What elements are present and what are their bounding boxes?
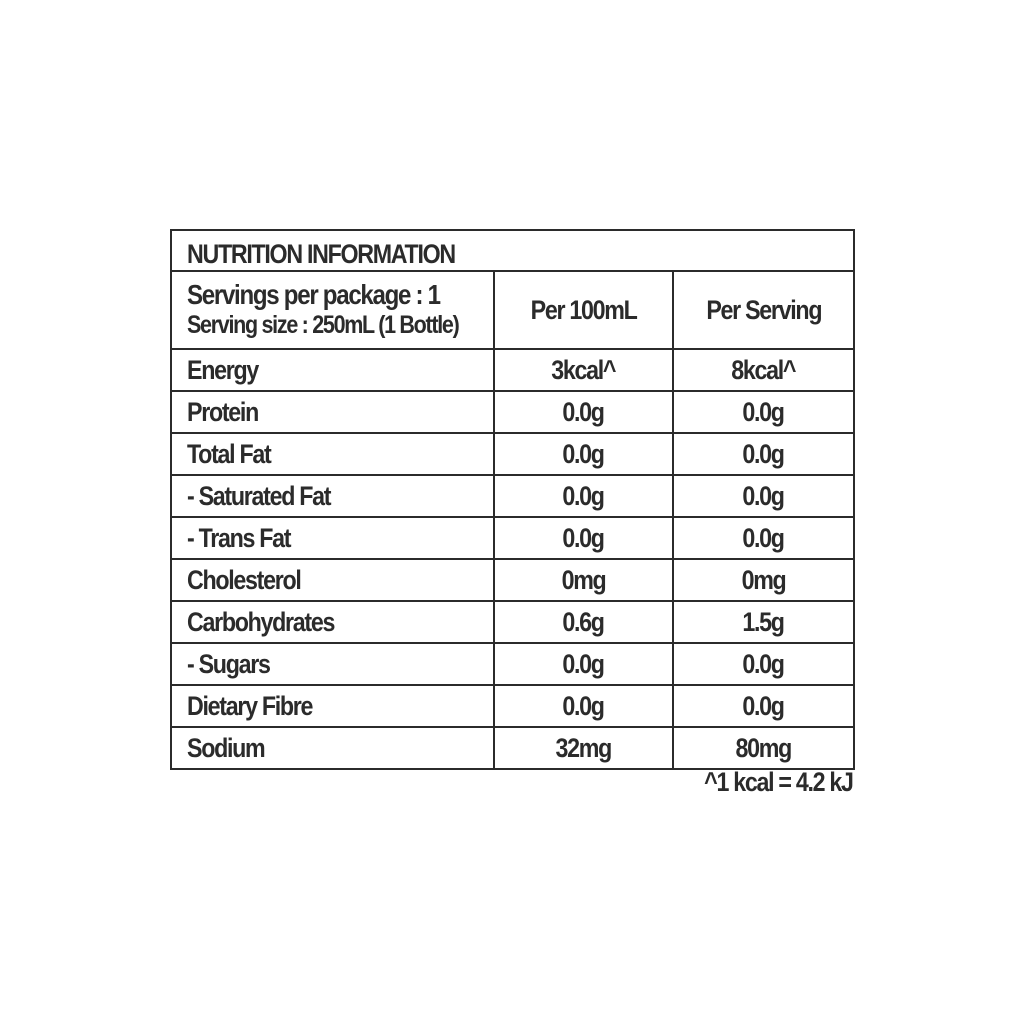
column-header-per-100ml: Per 100mL — [494, 271, 673, 349]
table-row — [171, 517, 854, 559]
column-header-per-serving: Per Serving — [673, 271, 854, 349]
value-per-100ml: 3kcal^ — [494, 349, 673, 391]
value-per-100ml: 0.6g — [494, 601, 673, 643]
nutrient-label: Energy — [171, 349, 494, 391]
serving-info — [171, 271, 494, 349]
value-per-100ml: 32mg — [494, 727, 673, 769]
nutrient-rows — [171, 349, 854, 769]
serving-size: Serving size : 250mL (1 Bottle) — [187, 311, 459, 339]
nutrient-label: Protein — [171, 391, 494, 433]
nutrient-label: - Sugars — [171, 643, 494, 685]
nutrient-label: Dietary Fibre — [171, 685, 494, 727]
table-row — [171, 433, 854, 475]
nutrient-label: - Trans Fat — [171, 517, 494, 559]
nutrient-label: Sodium — [171, 727, 494, 769]
value-per-serving: 0.0g — [673, 517, 854, 559]
value-per-100ml: 0.0g — [494, 685, 673, 727]
value-per-100ml: 0mg — [494, 559, 673, 601]
servings-per-package: Servings per package : 1 — [187, 279, 440, 310]
table-row — [171, 685, 854, 727]
nutrition-table — [170, 229, 855, 770]
nutrient-label: - Saturated Fat — [171, 475, 494, 517]
value-per-serving: 0.0g — [673, 475, 854, 517]
table-row — [171, 475, 854, 517]
value-per-serving: 1.5g — [673, 601, 854, 643]
nutrient-label: Total Fat — [171, 433, 494, 475]
value-per-100ml: 0.0g — [494, 517, 673, 559]
value-per-serving: 0.0g — [673, 685, 854, 727]
title-row — [171, 230, 854, 271]
value-per-100ml: 0.0g — [494, 475, 673, 517]
header-row — [171, 271, 854, 349]
energy-footnote: ^1 kcal = 4.2 kJ — [704, 767, 853, 797]
table-row — [171, 559, 854, 601]
table-title: NUTRITION INFORMATION — [171, 230, 854, 271]
nutrient-label: Carbohydrates — [171, 601, 494, 643]
value-per-serving: 8kcal^ — [673, 349, 854, 391]
nutrient-label: Cholesterol — [171, 559, 494, 601]
value-per-serving: 80mg — [673, 727, 854, 769]
value-per-100ml: 0.0g — [494, 433, 673, 475]
value-per-100ml: 0.0g — [494, 391, 673, 433]
nutrition-panel — [170, 229, 853, 797]
table-row — [171, 349, 854, 391]
value-per-serving: 0.0g — [673, 643, 854, 685]
table-row — [171, 601, 854, 643]
table-row — [171, 643, 854, 685]
value-per-serving: 0.0g — [673, 391, 854, 433]
value-per-100ml: 0.0g — [494, 643, 673, 685]
value-per-serving: 0.0g — [673, 433, 854, 475]
table-row — [171, 727, 854, 769]
value-per-serving: 0mg — [673, 559, 854, 601]
table-row — [171, 391, 854, 433]
